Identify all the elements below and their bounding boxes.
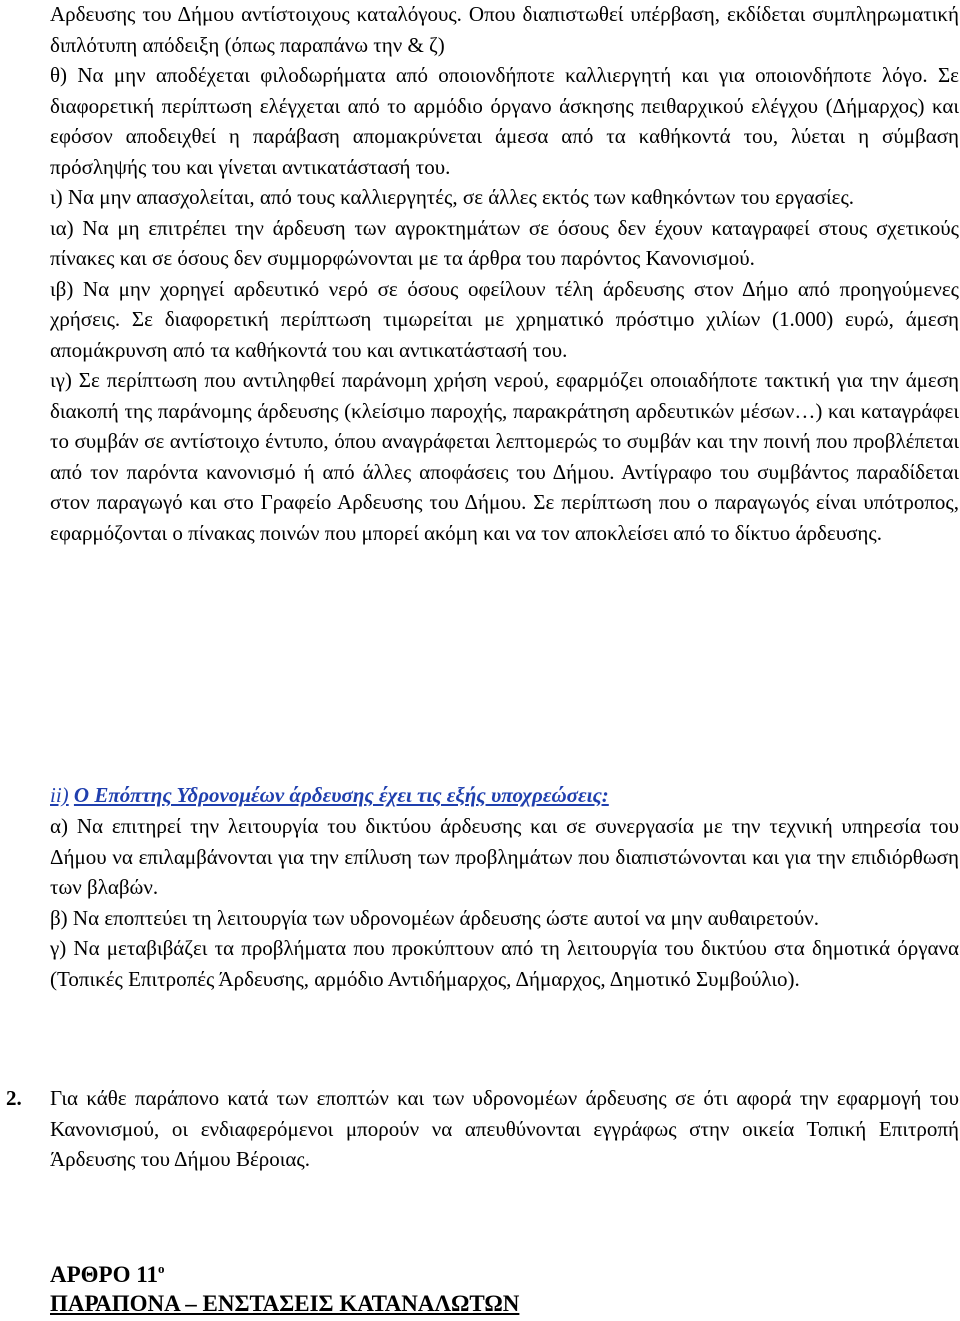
article-title <box>50 1252 164 1292</box>
paragraph-iota-beta: ιβ) Να μην χορηγεί αρδευτικό νερό σε όσους οφείλουν τέλη άρδευσης στον Δήμο από προηγούμενες χρήσεις. Σε διαφορετική περίπτωση τιμωρείται με χρηματικό πρόστιμο χιλίων (1.000) ευρώ, άμεση απομάκρυνση από τα καθήκοντά του και αντικατάστασή του. <box>50 276 959 362</box>
document-body-supervisor <box>50 811 959 994</box>
paragraph-iota-gamma: ιγ) Σε περίπτωση που αντιληφθεί παράνομη χρήση νερού, εφαρμόζει οποιαδήποτε τακτική για την άμεση διακοπή της παράνομης άρδευσης (κλείσιμο παροχής, παρακράτηση αρδευτικών μέσων…) και καταγράφει το συμβάν σε αντίστοιχο έντυπο, όπου αναγράφεται λεπτομερώς το συμβάν και την ποινή που προβλέπεται από τον παρόντα κανονισμό ή από άλλες αποφάσεις του Δήμου. Αντίγραφο του συμβάντος παραδίδεται στον παραγωγό και στο Γραφείο Αρδευσης του Δήμου. Σε περίπτωση που ο παραγωγός είναι υπότροπος, εφαρμόζονται ο πίνακας ποινών που μπορεί ακόμη και να τον αποκλείσει από το δίκτυο άρδευσης. <box>50 368 959 545</box>
document-body-top <box>50 0 959 548</box>
item-number: 2. <box>6 1086 22 1110</box>
subheading-number: ii) <box>50 783 69 807</box>
paragraph-beta: β) Να εποπτεύει τη λειτουργία των υδρονομέων άρδευσης ώστε αυτοί να μην αυθαιρετούν. <box>50 905 820 930</box>
paragraph-theta: θ) Να μην αποδέχεται φιλοδωρήματα από οποιονδήποτε καλλιεργητή και για οποιονδήποτε λόγο. Σε διαφορετική περίπτωση ελέγχεται από το αρμόδιο όργανο άσκησης πειθαρχικού ελέγχου (Δήμαρχος) και εφόσον αποδειχθεί η παράβαση απομακρύνεται άμεσα από τα καθήκοντά του, λύεται η σύμβαση πρόσληψής του και γίνεται αντικατάστασή του. <box>50 63 959 179</box>
paragraph-iota-alpha: ια) Να μη επιτρέπει την άρδευση των αγροκτημάτων σε όσους δεν έχουν καταγραφεί στους σχετικούς πίνακες και σε όσους δεν συμμορφώνονται με τα άρθρα του παρόντος Κανονισμού. <box>50 215 959 270</box>
paragraph-iota: ι) Να μην απασχολείται, από τους καλλιεργητές, σε άλλες εκτός των καθηκόντων του εργασίες. <box>50 185 855 209</box>
article-title-superscript: ο <box>157 1261 165 1276</box>
paragraph-gamma: γ) Να μεταβιβάζει τα προβλήματα που προκύπτουν από τη λειτουργία του δικτύου στα δημοτικά όργανα (Τοπικές Επιτροπές Άρδευσης, αρμόδιο Αντιδήμαρχος, Δήμαρχος, Δημοτικό Συμβούλιο). <box>50 936 959 991</box>
paragraph-alpha: α) Να επιτηρεί την λειτουργία του δικτύου άρδευσης και σε συνεργασία με την τεχνική υπηρεσία του Δήμου να επιλαμβάνονται για την επίλυση των προβλημάτων που διαπιστώνονται και για την επιδιόρθωση των βλαβών. <box>50 814 959 899</box>
article-title-text: ΑΡΘΡΟ 11 <box>50 1262 158 1287</box>
section-subheading <box>50 780 959 811</box>
article-subtitle: ΠΑΡΑΠΟΝΑ – ΕΝΣΤΑΣΕΙΣ ΚΑΤΑΝΑΛΩΤΩΝ <box>50 1291 520 1316</box>
item-text: Για κάθε παράπονο κατά των εποπτών και των υδρονομέων άρδευσης σε ότι αφορά την εφαρμογή του Κανονισμού, οι ενδιαφερόμενοι μπορούν να απευθύνονται εγγράφως στην οικεία Τοπική Επιτροπή Άρδευσης του Δήμου Βέροιας. <box>50 1086 959 1171</box>
subheading-text: Ο Επόπτης Υδρονομέων άρδευσης έχει τις εξής υποχρεώσεις: <box>73 783 609 807</box>
paragraph-continuation: Αρδευσης του Δήμου αντίστοιχους καταλόγους. Οπου διαπιστωθεί υπέρβαση, εκδίδεται συμπληρωματική διπλότυπη απόδειξη (όπως παραπάνω την & ζ) <box>50 2 959 57</box>
